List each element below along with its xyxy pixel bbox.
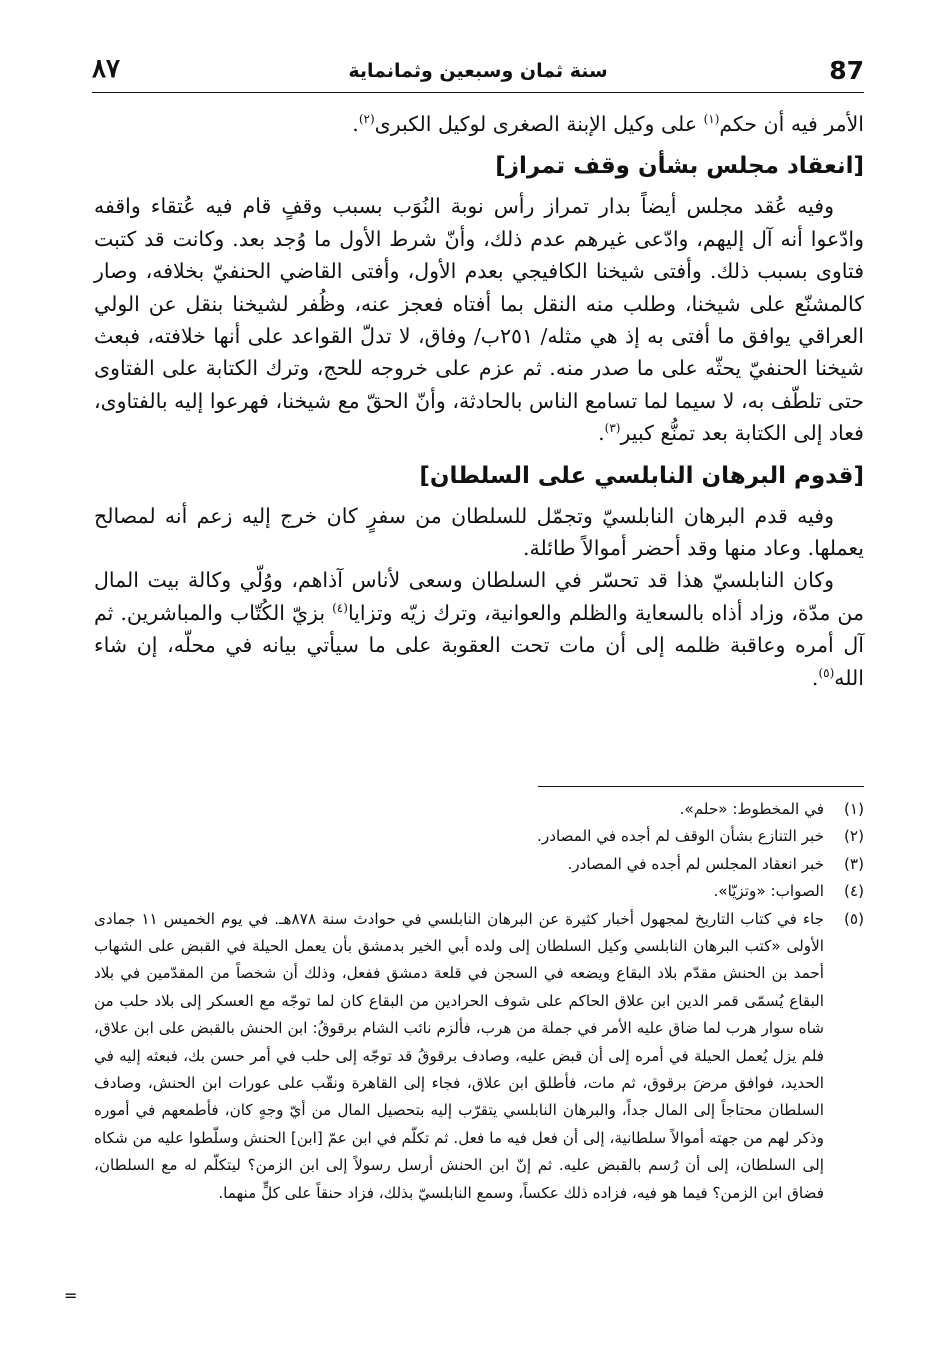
footnotes bbox=[94, 796, 864, 1207]
page-number-arabic: ٨٧ bbox=[92, 54, 120, 84]
main-text bbox=[94, 108, 864, 694]
margin-mark: = bbox=[64, 1286, 78, 1305]
footnote-separator bbox=[538, 786, 864, 787]
page-number-latin: 87 bbox=[829, 56, 864, 85]
footnote-ref-3[interactable]: (٣) bbox=[604, 421, 621, 436]
footnote-number: (٥) bbox=[843, 909, 864, 928]
footnote-number: (١) bbox=[843, 800, 864, 818]
footnote bbox=[94, 823, 864, 850]
footnote bbox=[94, 906, 864, 1207]
footnote-text: جاء في كتاب التاريخ لمجهول أخبار كثيرة عن البرهان النابلسي في حوادث سنة ٨٧٨هـ. في يوم الخميس ١١ جمادى الأولى «كتب البرهان النابلسي وكيل السلطان إلى ولده أبي الخير بدمشق بأن يعمل الحيلة في القبض على الشهاب أحمد بن الحنش مقدّم بلاد البقاع ويضعه في السجن في قلعة دمشق ففعل، وذلك أن شخصاً من المقدّمين في بلاد البقاع يُسمّى قمر الدين ابن علاق الحاكم على شوف الحرادين من البقاع كان لما توجّه مع العسكر إلى بلاد حلب من شاه سوار هرب لما ضاق عليه الأمر في جملة من هرب، فألزم نائب الشام برقوقُ: ابن الحنش بالقبض على ابن علاق، فلم يزل يُعمل الحيلة في أمره إلى أن قبض عليه، وصادف برقوقُ قد توجّه إلى حلب في أمر حسن بك، فبعثه إليه في الحديد، فوافق مرضَ برقوق، ثم مات، فأطلق ابن علاق، فجاء إلى القاهرة ونقّب على عورات ابن الحنش، وصادف السلطان محتاجاً إلى المال جداً، والبرهان النابلسي يتقرّب إليه بتحصيل المال من أيّ وجهٍ كان، فأطمعهم في أموره وذكر لهم من جهته أموالاً سلطانية، إلى أن فعل فيه ما فعل. ثم تكلّم في ابن عمّ [ابن] الحنش وسلّطوا عليه من شكاه إلى السلطان، إلى أن رُسم بالقبض عليه. ثم إنّ ابن الحنش أرسل رسولاً إلى ابن الزمن؟ ليتكلّم له مع السلطان، فضاق ابن الزمن؟ فيما هو فيه، فزاده ذلك عكساً، وسمع النابلسيّ بذلك، فزاد حنقاً على كلٍّ منهما. bbox=[94, 909, 824, 1202]
footnote-ref-5[interactable]: (٥) bbox=[818, 665, 835, 680]
footnote-number: (٣) bbox=[843, 854, 864, 873]
header-rule bbox=[92, 92, 864, 93]
paragraph-nabulsi-arrival: وفيه قدم البرهان النابلسيّ وتجمّل للسلطان من سفرٍ كان خرج إليه زعم أنه لمصالح يعملها. وعاد منها وقد أحضر أموالاً طائلة. bbox=[94, 503, 864, 561]
footnote-text: في المخطوط: «حلم». bbox=[679, 800, 824, 818]
page-header bbox=[92, 52, 864, 92]
paragraph-waqf-council: وفيه عُقد مجلس أيضاً بدار تمراز رأس نوبة النُوَب بسبب وقفٍ قام فيه عُتقاء واقفه وادّعوا أنه آل إليهم، وادّعى غيرهم عدم ذلك، وأنّ شرط الأول ما وُجد بعد. وكانت قد كتبت فتاوى بسبب ذلك. وأفتى شيخنا الكافيجي بعدم الأول، وأفتى القاضي الحنفيّ بخلافه، وصار كالمشنّع على شيخنا، وطلب منه النقل بما أفتاه فعجز عنه، وظُفر لشيخنا بنقل عن الولي العراقي يوافق ما أفتى به إذ هي مثله/ ٢٥١ب/ وفاق، لا تدلّ القواعد على أنها خلافته، فبعث شيخنا الحنفيّ يحثّه على ما صدر منه. ثم عزم على خروجه للحج، وترك الكتابة على الفتاوى حتى تلطّف به، لا سيما لما تسامع الناس بالحادثة، وأنّ الحقّ مع شيخنا، فهرعوا إليه بالفتاوى، فعاد إلى الكتابة بعد تمنُّع كبير$^{(٣)}$. bbox=[94, 194, 864, 446]
paragraph-nabulsi-deeds: وكان النابلسيّ هذا قد تحسّر في السلطان وسعى لأناس آذاهم، ووُلّي وكالة بيت المال من مدّة، وزاد أذاه بالسعاية والظلم والعوانية، وترك زيّه وتزايا$^{(٤)}$ بزيّ الكُتّاب والمباشرين. ثم آل أمره وعاقبة ظلمه إلى أن مات تحت العقوبة على ما سيأتي بيانه في محلّه، إن شاء الله$^{(٥)}$. bbox=[94, 568, 864, 690]
footnote bbox=[94, 851, 864, 878]
footnote-number: (٤) bbox=[843, 882, 864, 901]
footnote-text: خبر انعقاد المجلس لم أجده في المصادر. bbox=[567, 854, 824, 873]
footnote-text: الصواب: «وتزيّا». bbox=[713, 882, 824, 901]
footnote bbox=[94, 878, 864, 905]
section-heading-nabulsi: [قدوم البرهان النابلسي على السلطان] bbox=[419, 462, 864, 489]
footnote-ref-4[interactable]: (٤) bbox=[332, 601, 348, 616]
intro-paragraph: الأمر فيه أن حكم$^{(١)}$ على وكيل الإبنة الصغرى لوكيل الكبرى$^{(٢)}$. bbox=[352, 112, 864, 136]
footnote-number: (٢) bbox=[843, 827, 864, 846]
footnote bbox=[94, 796, 864, 823]
running-title: سنة ثمان وسبعين وثمانماية bbox=[348, 60, 608, 82]
footnote-ref-1[interactable]: (١) bbox=[703, 112, 720, 127]
footnote-ref-2[interactable]: (٢) bbox=[358, 112, 375, 127]
footnote-text: خبر التنازع بشأن الوقف لم أجده في المصادر. bbox=[537, 827, 824, 846]
section-heading-tamraz: [انعقاد مجلس بشأن وقف تمراز] bbox=[495, 153, 864, 180]
